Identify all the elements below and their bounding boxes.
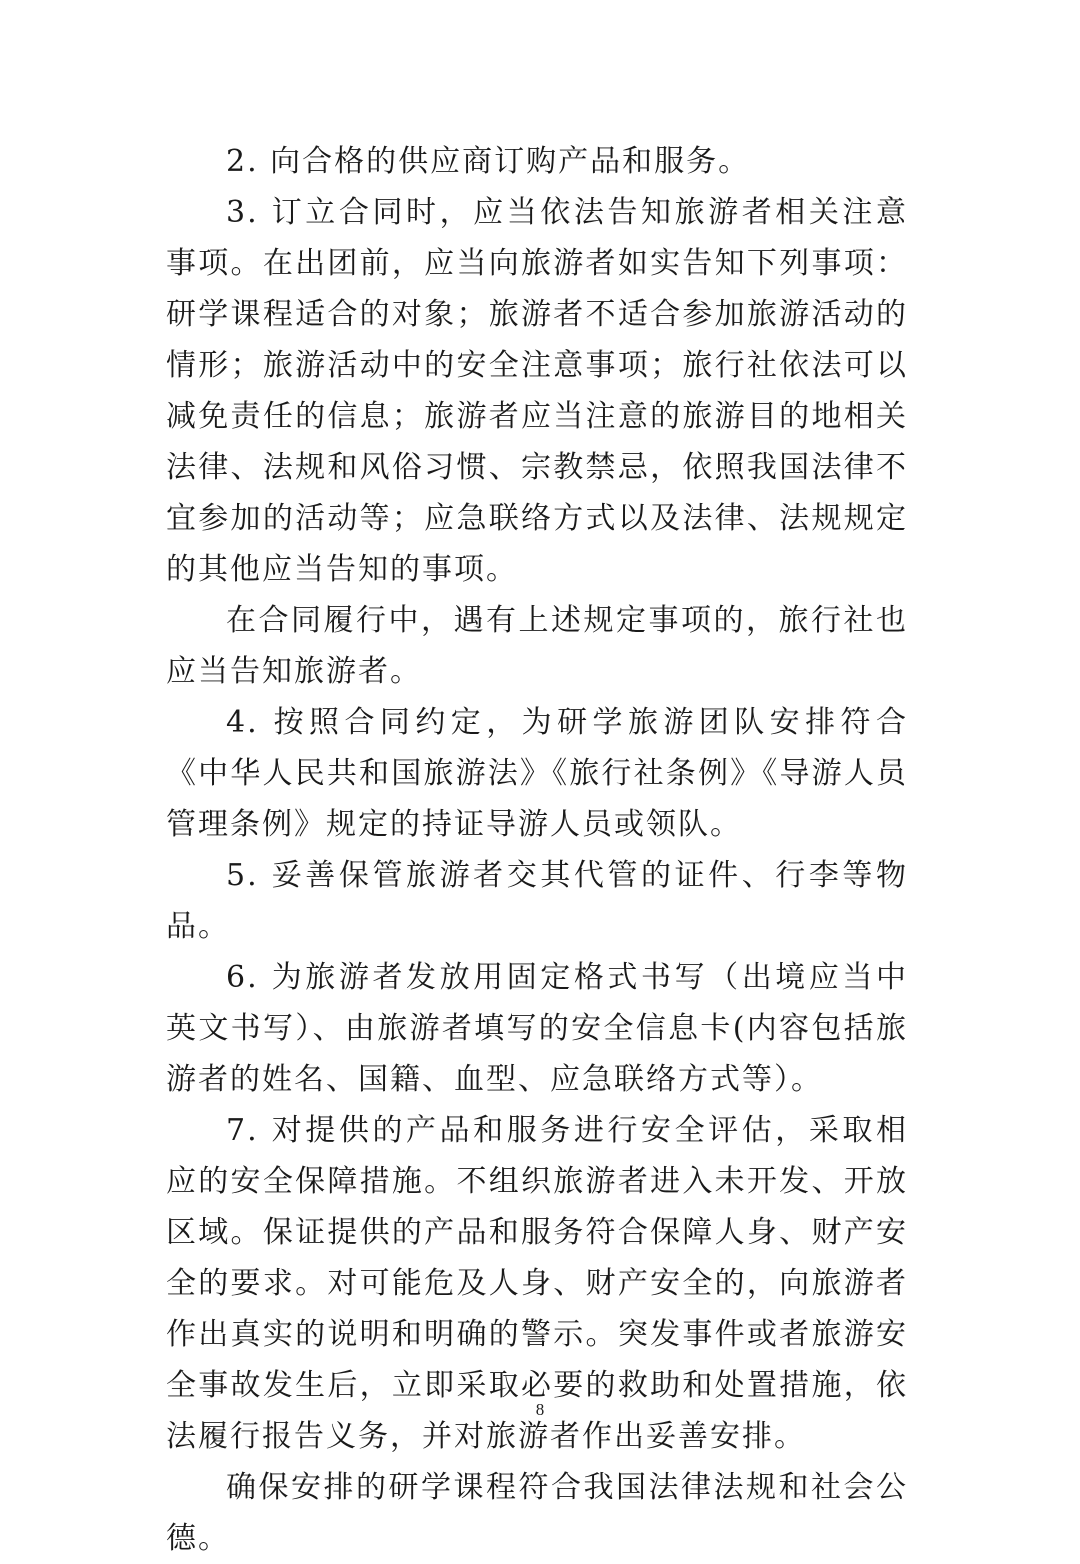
- paragraph-item-2: 2. 向合格的供应商订购产品和服务。: [226, 144, 751, 179]
- paragraph-item-5: 5. 妥善保管旅游者交其代管的证件、行李等物品。: [166, 858, 908, 944]
- paragraph-item-6: 6. 为旅游者发放用固定格式书写（出境应当中英文书写）、由旅游者填写的安全信息卡(内容包括旅游者的姓名、国籍、血型、应急联络方式等）。: [166, 960, 908, 1097]
- paragraph-contract-performance: 在合同履行中，遇有上述规定事项的，旅行社也应当告知旅游者。: [166, 603, 908, 689]
- paragraph-closing: 确保安排的研学课程符合我国法律法规和社会公德。: [166, 1470, 908, 1556]
- document-body: [166, 136, 908, 1564]
- page-number: 8: [535, 1400, 545, 1419]
- paragraph-item-4: 4. 按照合同约定，为研学旅游团队安排符合《中华人民共和国旅游法》《旅行社条例》《导游人员管理条例》规定的持证导游人员或领队。: [166, 705, 908, 842]
- paragraph-item-7: 7. 对提供的产品和服务进行安全评估，采取相应的安全保障措施。不组织旅游者进入未开发、开放区域。保证提供的产品和服务符合保障人身、财产安全的要求。对可能危及人身、财产安全的，向旅游者作出真实的说明和明确的警示。突发事件或者旅游安全事故发生后，立即采取必要的救助和处置措施，依法履行报告义务，并对旅游者作出妥善安排。: [166, 1113, 908, 1454]
- paragraph-item-3: 3. 订立合同时，应当依法告知旅游者相关注意事项。在出团前，应当向旅游者如实告知下列事项：研学课程适合的对象；旅游者不适合参加旅游活动的情形；旅游活动中的安全注意事项；旅行社依法可以减免责任的信息；旅游者应当注意的旅游目的地相关法律、法规和风俗习惯、宗教禁忌，依照我国法律不宜参加的活动等；应急联络方式以及法律、法规规定的其他应当告知的事项。: [166, 195, 908, 587]
